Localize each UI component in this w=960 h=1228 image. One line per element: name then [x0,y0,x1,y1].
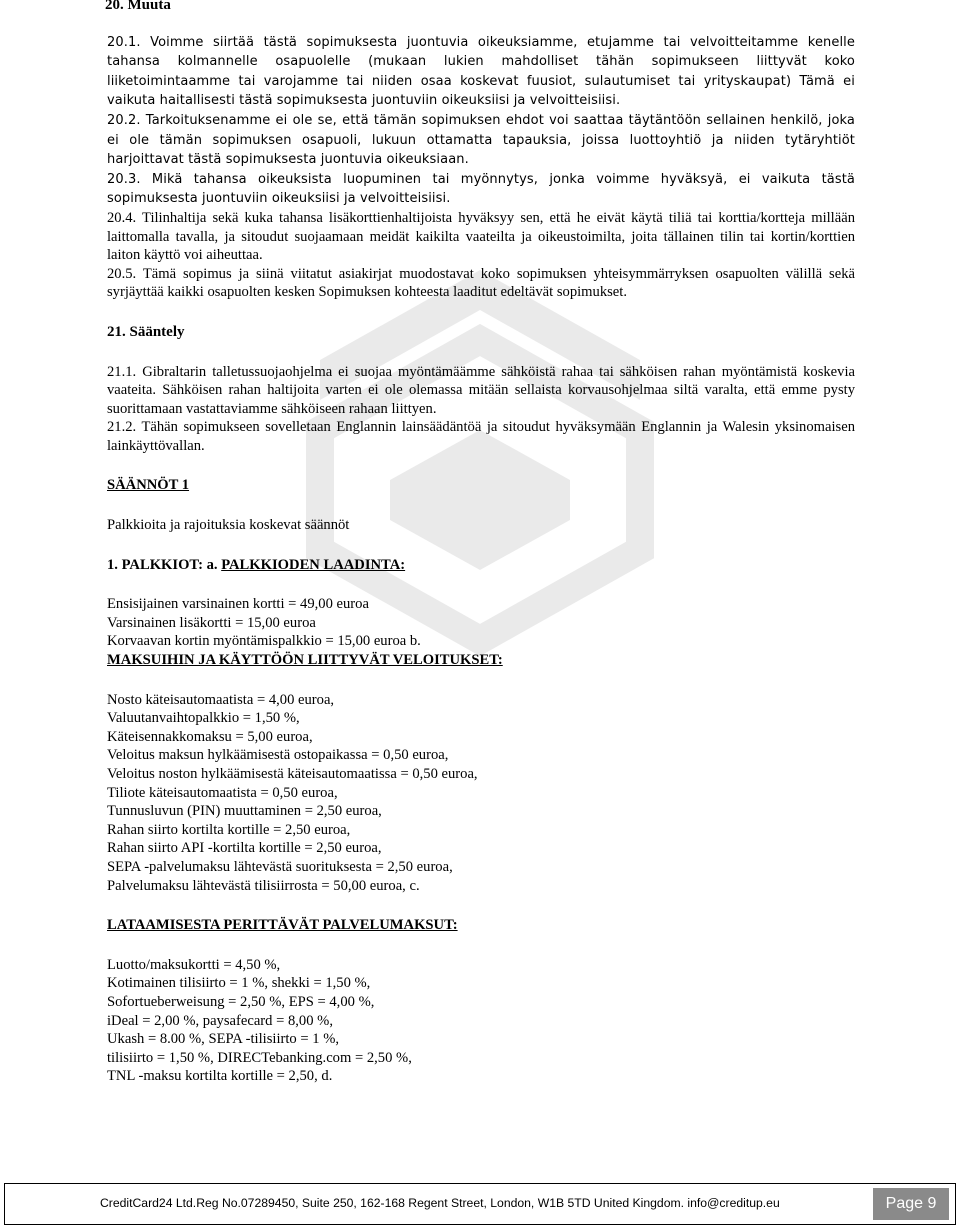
section-20-heading: 20. Muuta [105,0,171,13]
list-item: iDeal = 2,00 %, paysafecard = 8,00 %, [107,1012,333,1029]
list-item: Varsinainen lisäkortti = 15,00 euroa [107,614,316,631]
list-item: Tunnusluvun (PIN) muuttaminen = 2,50 euroa, [107,803,382,820]
list-item: Rahan siirto API -kortilta kortille = 2,50 euroa, [107,840,382,857]
page-footer [4,1183,956,1225]
list-item: Käteisennakkomaksu = 5,00 euroa, [107,728,313,745]
list-item: Kotimainen tilisiirto = 1 %, shekki = 1,50 %, [107,975,371,992]
list-item: Palvelumaksu lähtevästä tilisiirrosta = 50,00 euroa, c. [107,877,420,894]
fees-list [107,595,855,651]
document-body [107,0,855,1086]
usage-charges-heading: MAKSUIHIN JA KÄYTTÖÖN LIITTYVÄT VELOITUKSET: [107,652,503,669]
usage-charges-list [107,691,855,896]
fees-heading-underlined: PALKKIODEN LAADINTA: [221,556,406,573]
clause-20-3-text: 20.3. Mikä tahansa oikeuksista luopuminen tai myönnytys, jonka voimme hyväksyä, ei vaikuta tästä sopimuksesta juontuviin oikeuksiisi ja velvoitteisiisi. [107,171,855,207]
list-item: SEPA -palvelumaksu lähtevästä suorituksesta = 2,50 euroa, [107,858,453,875]
footer-company-info: CreditCard24 Ltd.Reg No.07289450, Suite 250, 162-168 Regent Street, London, W1B 5TD United Kingdom. info@creditup.eu [100,1196,780,1210]
list-item: Ensisijainen varsinainen kortti = 49,00 euroa [107,596,369,613]
page-number-badge [873,1188,949,1220]
fees-heading-prefix: 1. PALKKIOT: a. [107,556,222,573]
list-item: TNL -maksu kortilta kortille = 2,50, d. [107,1068,333,1085]
list-item: Tiliote käteisautomaatista = 0,50 euroa, [107,784,338,801]
clause-20-1-text: 20.1. Voimme siirtää tästä sopimuksesta juontuvia oikeuksiamme, etujamme tai velvoitteitamme kenelle tahansa kolmannelle osapuolelle (mukaan lukien mahdolliset tähän sopimukseen liittyvät koko liiketoimintaamme tai varojamme tai niiden osaa koskevat fuusiot, sulautumiset tai yrityskaupat) Tämä ei vaikuta haitallisesti tästä sopimuksesta juontuviin oikeuksiisi ja velvoitteisiisi. [107,34,855,109]
clause-21-1: 21.1. Gibraltarin talletussuojaohjelma ei suojaa myöntämäämme sähköistä rahaa tai sähköisen rahan myöntämistä koskevia vaateita. Sähköisen rahan haltijoita varten ei ole olemassa mitään sellaista korvausohjelmaa siltä varalta, että emme pysty suorittamaan vastattaviamme sähköiseen rahaan liittyen. [107,363,855,417]
list-item: Korvaavan kortin myöntämispalkkio = 15,00 euroa b. [107,633,421,650]
rules-title: SÄÄNNÖT 1 [107,477,190,494]
list-item: Veloitus noston hylkäämisestä käteisautomaatissa = 0,50 euroa, [107,766,478,782]
list-item: Valuutanvaihtopalkkio = 1,50 %, [107,710,300,727]
list-item: Sofortueberweisung = 2,50 %, EPS = 4,00 %, [107,993,375,1010]
clause-20-4: 20.4. Tilinhaltija sekä kuka tahansa lisäkorttienhaltijoista hyväksyy sen, että he eivät käytä tiliä tai korttia/kortteja millään laittomalla tavalla, ja sitoudut suojaamaan meidät kaikilta vaateilta ja oikeustoimilta, joita tällainen tilin tai kortin/korttien laiton käyttö voi aiheuttaa. [107,209,855,264]
page-number-label: Page 9 [885,1195,937,1212]
clause-20-2 [107,111,855,170]
clause-20-5: 20.5. Tämä sopimus ja siinä viitatut asiakirjat muodostavat koko sopimuksen yhteisymmärryksen osapuolten välillä sekä syrjäyttää kaikki osapuolten kesken Sopimuksen kohteesta laaditut edeltävät sopimukset. [107,265,855,301]
loading-fees-heading: LATAAMISESTA PERITTÄVÄT PALVELUMAKSUT: [107,917,458,934]
list-item: Ukash = 8.00 %, SEPA -tilisiirto = 1 %, [107,1031,340,1048]
section-21-heading: 21. Sääntely [107,323,185,340]
clause-21-2: 21.2. Tähän sopimukseen sovelletaan Englannin lainsäädäntöä ja sitoudut hyväksymään Englannin ja Walesin yksinomaisen lainkäyttövallan. [107,419,855,454]
list-item: tilisiirto = 1,50 %, DIRECTebanking.com = 2,50 %, [107,1049,412,1066]
list-item: Veloitus maksun hylkäämisestä ostopaikassa = 0,50 euroa, [107,747,449,764]
clause-20-3 [107,170,855,209]
list-item: Luotto/maksukortti = 4,50 %, [107,956,281,973]
clause-20-1 [107,33,855,111]
fees-heading [107,556,855,575]
loading-fees-list [107,956,855,1086]
rules-subtitle: Palkkioita ja rajoituksia koskevat säännöt [107,517,350,534]
clause-20-2-text: 20.2. Tarkoituksenamme ei ole se, että tämän sopimuksen ehdot voi saattaa täytäntöön sellainen henkilö, joka ei ole tämän sopimuksen osapuoli, lukuun ottamatta tapauksia, joissa luottoyhtiö ja niiden tytäryhtiöt harjoittavat tästä sopimuksesta juontuvia oikeuksiaan. [107,112,855,168]
list-item: Rahan siirto kortilta kortille = 2,50 euroa, [107,821,351,838]
list-item: Nosto käteisautomaatista = 4,00 euroa, [107,691,335,708]
